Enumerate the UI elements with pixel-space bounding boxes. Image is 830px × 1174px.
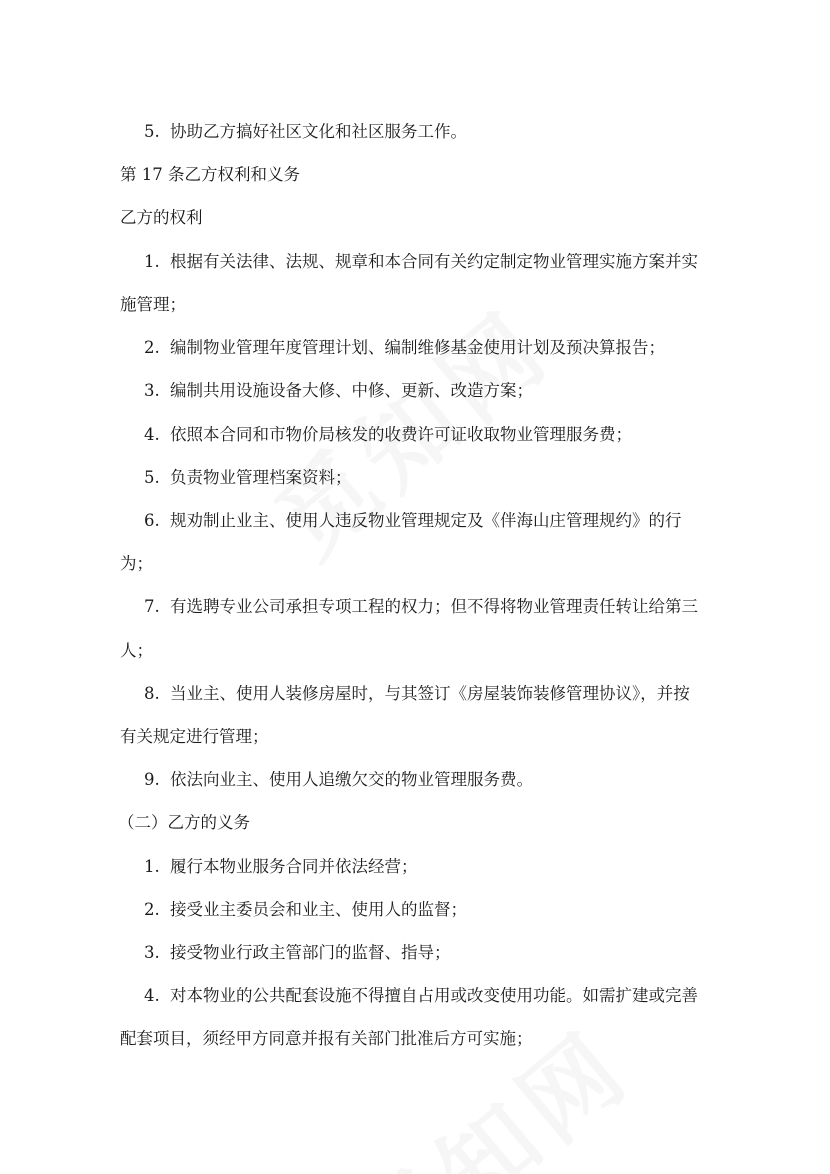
- item-text: 接受物业行政主管部门的监督、指导；: [170, 943, 451, 962]
- list-item: [144, 859, 418, 876]
- continuation-line: [120, 556, 153, 573]
- list-item: [144, 427, 632, 444]
- item-number: 4.: [144, 425, 160, 444]
- heading-text: （二）乙方的义务: [118, 813, 250, 832]
- list-item: [144, 470, 352, 487]
- section-heading: [120, 167, 300, 184]
- item-number: 2.: [144, 900, 160, 919]
- continuation-line: [120, 643, 153, 660]
- item-number: 9.: [144, 770, 160, 789]
- list-item: [144, 945, 451, 962]
- item-text: 人；: [120, 641, 153, 660]
- item-number: 1.: [144, 252, 160, 271]
- item-text: 编制物业管理年度管理计划、编制维修基金使用计划及预决算报告；: [170, 338, 665, 357]
- list-item: [144, 383, 533, 400]
- item-number: 7.: [144, 597, 160, 616]
- heading-text: 第 17 条乙方权利和义务: [120, 165, 300, 184]
- list-item: [144, 254, 698, 271]
- item-number: 2.: [144, 338, 160, 357]
- item-text: 为；: [120, 554, 153, 573]
- item-number: 5.: [144, 122, 160, 141]
- item-text: 负责物业管理档案资料；: [170, 468, 352, 487]
- list-item: [144, 513, 682, 530]
- item-number: 5.: [144, 468, 160, 487]
- list-item: [144, 988, 698, 1005]
- item-text: 规劝制止业主、使用人违反物业管理规定及《伴海山庄管理规约》的行: [170, 511, 682, 530]
- item-text: 协助乙方搞好社区文化和社区服务工作。: [170, 122, 467, 141]
- item-number: 3.: [144, 381, 160, 400]
- list-item: [144, 902, 467, 919]
- watermark: [323, 994, 655, 1174]
- list-item: [144, 772, 533, 789]
- sub-heading: [120, 210, 203, 227]
- item-text: 根据有关法律、法规、规章和本合同有关约定制定物业管理实施方案并实: [170, 252, 698, 271]
- item-text: 配套项目，须经甲方同意并报有关部门批准后方可实施；: [120, 1029, 533, 1048]
- sub-heading: [118, 815, 250, 832]
- item-text: 施管理；: [120, 295, 186, 314]
- item-text: 有关规定进行管理；: [120, 727, 269, 746]
- continuation-line: [120, 297, 186, 314]
- continuation-line: [120, 1031, 533, 1048]
- list-item: [144, 686, 690, 703]
- heading-text: 乙方的权利: [120, 208, 203, 227]
- item-number: 8.: [144, 684, 160, 703]
- list-item: [144, 124, 467, 141]
- list-item: [144, 599, 698, 616]
- continuation-line: [120, 729, 269, 746]
- item-text: 有选聘专业公司承担专项工程的权力；但不得将物业管理责任转让给第三: [170, 597, 698, 616]
- item-number: 1.: [144, 857, 160, 876]
- item-text: 依照本合同和市物价局核发的收费许可证收取物业管理服务费；: [170, 425, 632, 444]
- item-number: 4.: [144, 986, 160, 1005]
- item-text: 接受业主委员会和业主、使用人的监督；: [170, 900, 467, 919]
- item-text: 履行本物业服务合同并依法经营；: [170, 857, 418, 876]
- item-text: 当业主、使用人装修房屋时，与其签订《房屋装饰装修管理协议》，并按: [170, 684, 690, 703]
- item-text: 依法向业主、使用人追缴欠交的物业管理服务费。: [170, 770, 533, 789]
- list-item: [144, 340, 665, 357]
- item-number: 6.: [144, 511, 160, 530]
- item-number: 3.: [144, 943, 160, 962]
- item-text: 对本物业的公共配套设施不得擅自占用或改变使用功能。如需扩建或完善: [170, 986, 698, 1005]
- item-text: 编制共用设施设备大修、中修、更新、改造方案；: [170, 381, 533, 400]
